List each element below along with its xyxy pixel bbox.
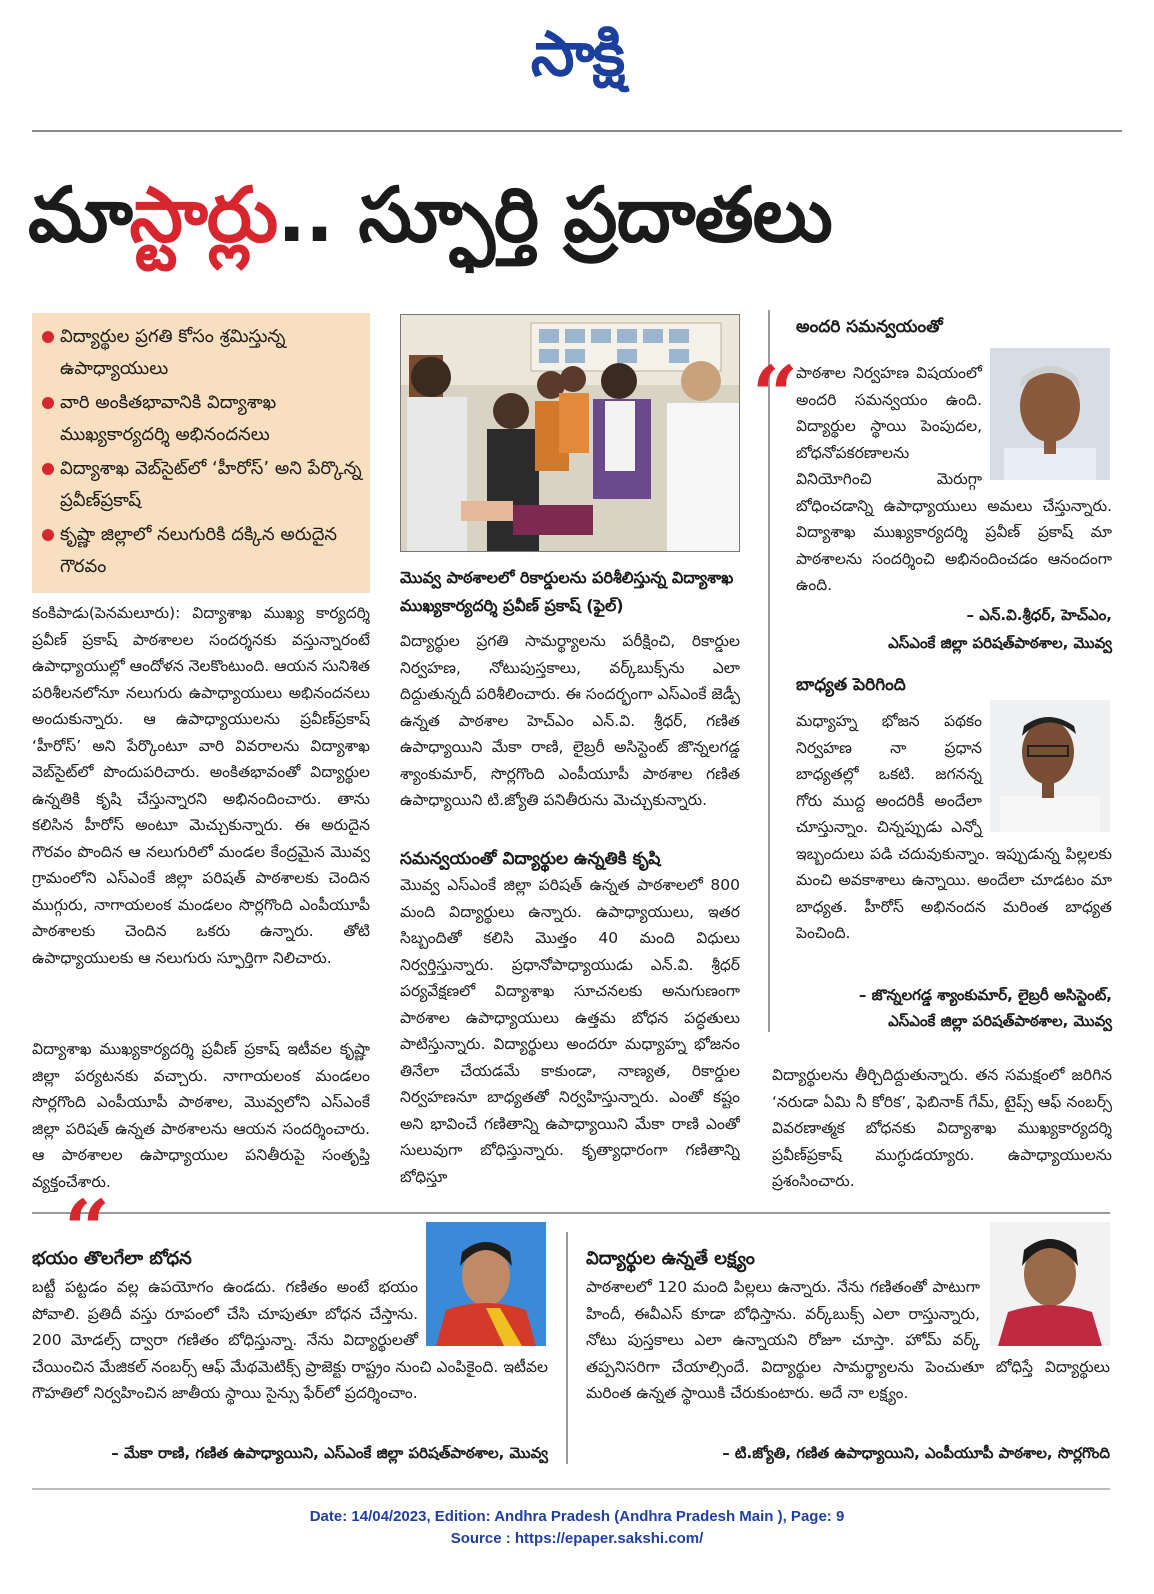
bottom-left-title: భయం తొలగేలా బోధన [32,1248,192,1269]
bottom-divider [566,1232,568,1464]
highlights-box [32,313,370,593]
quote-icon: “ [64,1182,111,1276]
highlight-item: వారి అంకితభావానికి విద్యాశాఖ ముఖ్యకార్యదర్శి అభినందనలు [42,387,362,451]
bottom-left-text: బట్టీ పట్టడం వల్ల ఉపయోగం ఉండదు. గణితం అంటే భయం పోవాలి. ప్రతిదీ వస్తు రూపంలో చేసి చూపుతూ బోధన చేస్తాను. 200 మోడల్స్ ద్వారా గణితం బోధిస్తున్నా. నేను విద్యార్థులతో చేయించిన మేజికల్ నంబర్స్ ఆఫ్ మేథమెటిక్స్ ప్రాజెక్టు రాష్ట్రం నుంచి ఎంపికైంది. ఇటీవల గౌహతిలో నిర్వహించిన జాతీయ స్థాయి సైన్సు ఫేర్‌లో ప్రదర్శించాం. [32,1274,548,1436]
article-column-1: కంకిపాడు(పెనమలూరు): విద్యాశాఖ ముఖ్య కార్యదర్శి ప్రవీణ్ ప్రకాష్ పాఠశాలల సందర్శనకు వస్తున్నారంటే ఉపాధ్యాయుల్లో ఆందోళన నెలకొంటుంది. ఆయన సునిశిత పరిశీలనలోనూ నలుగురు ఉపాధ్యాయులు అభినందనలు అందుకున్నారు. ఆ ఉపాధ్యాయులను ప్రవీణ్‌ప్రకాష్ ‘హీరోస్’ అని పేర్కొంటూ వారి వివరాలను విద్యాశాఖ వెబ్‌సైట్‌లో పొందుపరిచారు. అంకితభావంతో విద్యార్థుల ఉన్నతికి కృషి చేస్తున్నారని అభినందించారు. తాను కలిసిన హీరోస్ అంటూ మెచ్చుకున్నారు. ఈ అరుదైన గౌరవం పొందిన ఆ నలుగురిలో మండల కేంద్రమైన మొవ్వ గ్రామంలోని ఎస్ఎంకే జిల్లా పరిషత్ పాఠశాలకు చెందిన ముగ్గురు, నాగాయలంక మండలం సొర్లగొంది ఎంపీయూపీ పాఠశాలకు చెందిన ఒకరు ఉన్నారు. తోటి ఉపాధ్యాయులకు ఆ నలుగురు స్ఫూర్తిగా నిలిచారు. [32,604,370,967]
side2-text: మధ్యాహ్న భోజన పథకం నిర్వహణ నా ప్రధాన బాధ్యతల్లో ఒకటి. జగనన్న గోరు ముద్ద అందరికీ అందేలా చూస్తున్నాం. చిన్నప్పుడు ఎన్నో ఇబ్బందులు పడి చదువుకున్నాం. ఇప్పుడున్న పిల్లలకు మంచి అవకాశాలు ఉన్నాయి. అందేలా చూడటం మా బాధ్యత. హీరోస్ అభినందన మరింత బాధ్యత పెంచింది. [796,708,1112,978]
portrait-spacer [980,1274,1110,1344]
bottom-left-credit: – మేకా రాణి, గణిత ఉపాధ్యాయిని, ఎస్ఎంకే జిల్లా పరిషత్‌పాఠశాల, మొవ్వ [111,1444,548,1462]
side1-text: పాఠశాల నిర్వహణ విషయంలో అందరి సమన్వయం ఉంది. విద్యార్థుల స్థాయి పెంపుదల, బోధనోపకరణాలను వినియోగించి మెరుగ్గా బోధించడాన్ని ఉపాధ్యాయులు అమలు చేస్తున్నారు. విద్యాశాఖ ముఖ్యకార్యదర్శి ప్రవీణ్ ప్రకాష్ మా పాఠశాలను సందర్శించి అభినందించడం ఆనందంగా ఉంది. [796,360,1112,600]
headline-part1: మా [28,170,130,259]
column-2-subheading: సమన్వయంతో విద్యార్థుల ఉన్నతికి కృషి [400,849,661,869]
article-column-1b: విద్యాశాఖ ముఖ్యకార్యదర్శి ప్రవీణ్ ప్రకాష్ ఇటీవల కృష్ణా జిల్లా పర్యటనకు వచ్చారు. నాగాయలంక మండలం సొర్లగొంది ఎంపీయూపీ పాఠశాల, మొవ్వలోని ఎస్ఎంకే జిల్లా పరిషత్ ఉన్నత పాఠశాలను ఆయన సందర్శించారు. ఆ పాఠశాలల ఉపాధ్యాయుల పనితీరుపై సంతృప్తి వ్యక్తంచేశారు. [32,1040,370,1191]
highlight-item: కృష్ణా జిల్లాలో నలుగురికి దక్కిన అరుదైన గౌరవం [42,519,362,583]
footer-date-edition: Date: 14/04/2023, Edition: Andhra Pradesh (Andhra Pradesh Main ), Page: 9 [309,1508,845,1525]
bottom-rule [32,1212,1110,1214]
bottom-right-credit: – టి.జ్యోతి, గణిత ఉపాధ్యాయిని, ఎంపీయూపీ పాఠశాల, సొర్లగొంది [722,1444,1110,1462]
top-rule [32,130,1122,132]
footer-rule [32,1488,1110,1490]
masthead-logo: సాక్షి [530,17,624,90]
footer-source: Source : https://epaper.sakshi.com/ [450,1530,704,1547]
side1-title: అందరి సమన్వయంతో [796,317,943,337]
highlight-item: విద్యాశాఖ వెబ్‌సైట్‌లో ‘హీరోస్’ అని పేర్కొన్న ప్రవీణ్‌ప్రకాష్ [42,453,362,517]
bottom-right-title: విద్యార్థుల ఉన్నతే లక్ష్యం [586,1248,755,1269]
article-column-2: విద్యార్థుల ప్రగతి సామర్థ్యాలను పరీక్షించి, రికార్డుల నిర్వహణ, నోటుపుస్తకాలు, వర్క్‌బుక్స్‌ను ఎలా దిద్దుతున్నదీ పరిశీలించారు. ఈ సందర్భంగా ఎస్ఎంకే జెడ్పీ ఉన్నత పాఠశాల హెచ్ఎం ఎన్.వి. శ్రీధర్, గణిత ఉపాధ్యాయిని మేకా రాణి, లైబ్రరీ అసిస్టెంట్ జొన్నలగడ్డ శ్యాంకుమార్, సొర్లగొంది ఎంపీయూపీ పాఠశాల గణిత ఉపాధ్యాయిని టి.జ్యోతి పనితీరును మెచ్చుకున్నారు. [400,632,740,809]
bullet-icon [42,397,54,409]
main-photo [400,314,740,552]
side2-credit-school: ఎస్ఎంకే జిల్లా పరిషత్‌పాఠశాల, మొవ్వ [888,1012,1112,1030]
portrait-spacer [982,360,1112,482]
side2-credit-name: – జొన్నలగడ్డ శ్యాంకుమార్, లైబ్రరీ అసిస్టెంట్, [858,986,1112,1004]
side1-credit-name: – ఎన్.వి.శ్రీధర్, హెచ్ఎం, [966,606,1112,624]
headline-part2: స్టార్లు [129,170,278,259]
bullet-icon [42,463,54,475]
side1-credit-school: ఎస్ఎంకే జిల్లా పరిషత్‌పాఠశాల, మొవ్వ [888,634,1112,652]
photo-caption: మొవ్వ పాఠశాలలో రికార్డులను పరిశీలిస్తున్న విద్యాశాఖ ముఖ్యకార్యదర్శి ప్రవీణ్ ప్రకాష్ (ఫైల్) [400,568,734,615]
bottom-right-text: పాఠశాలలో 120 మంది పిల్లలు ఉన్నారు. నేను గణితంతో పాటుగా హిందీ, ఈవీఎస్ కూడా బోధిస్తాను. వర్క్‌బుక్స్ ఎలా రాస్తున్నారు, నోటు పుస్తకాలు ఎలా ఉన్నాయని రోజూ చూస్తా. హోమ్ వర్క్ తప్పనిసరిగా చేయాల్సిందే. విద్యార్థుల సామర్థ్యాలను పెంచుతూ బోధిస్తే విద్యార్థులు మరింత ఉన్నత స్థాయికి చేరుకుంటారు. అదే నా లక్ష్యం. [586,1274,1110,1436]
headline-part3: .. స్ఫూర్తి ప్రదాతలు [277,170,832,259]
headline [28,150,1128,280]
article-column-2b: మొవ్వ ఎస్ఎంకే జిల్లా పరిషత్ ఉన్నత పాఠశాలలో 800 మంది విద్యార్థులు ఉన్నారు. ఉపాధ్యాయులు, ఇతర సిబ్బందితో కలిసి మొత్తం 40 మంది విధులు నిర్వర్తిస్తున్నారు. ప్రధానోపాధ్యాయుడు ఎన్.వి. శ్రీధర్ పర్యవేక్షణలో విద్యాశాఖ సూచనలకు అనుగుణంగా పాఠశాల ఉపాధ్యాయులు ఉత్తమ బోధన పద్ధతులు పాటిస్తున్నారు. విద్యార్థులు అందరూ మధ్యాహ్న భోజనం తినేలా చేయడమే కాకుండా, నాణ్యత, రికార్డుల నిర్వహణనూ బాధ్యతతో నిర్వహిస్తున్నారు. ఎంతో కష్టం అని భావించే గణితాన్ని ఉపాధ్యాయిని మేకా రాణి ఎంతో సులువుగా బోధిస్తున్నారు. కృత్యాధారంగా గణితాన్ని బోధిస్తూ [400,876,740,1186]
article-column-3: విద్యార్థులను తీర్చిదిద్దుతున్నారు. తన సమక్షంలో జరిగిన ‘నరుడా ఏమి నీ కోరిక’, ఫెబినాక్ గేమ్, టైప్స్ ఆఫ్ నంబర్స్ వివరణాత్మక బోధనకు విద్యాశాఖ ముఖ్యకార్యదర్శి ప్రవీణ్‌ప్రకాష్ ముగ్ధుడయ్యారు. ఉపాధ్యాయులను ప్రశంసించారు. [772,1066,1112,1190]
portrait-spacer [418,1274,548,1344]
portrait-spacer [982,708,1112,834]
bullet-icon [42,331,54,343]
highlight-item: విద్యార్థుల ప్రగతి కోసం శ్రమిస్తున్న ఉపాధ్యాయులు [42,321,362,385]
bullet-icon [42,529,54,541]
quote-icon: “ [752,348,799,442]
main-photo-image [401,315,740,552]
side2-title: బాధ్యత పెరిగింది [796,675,906,695]
